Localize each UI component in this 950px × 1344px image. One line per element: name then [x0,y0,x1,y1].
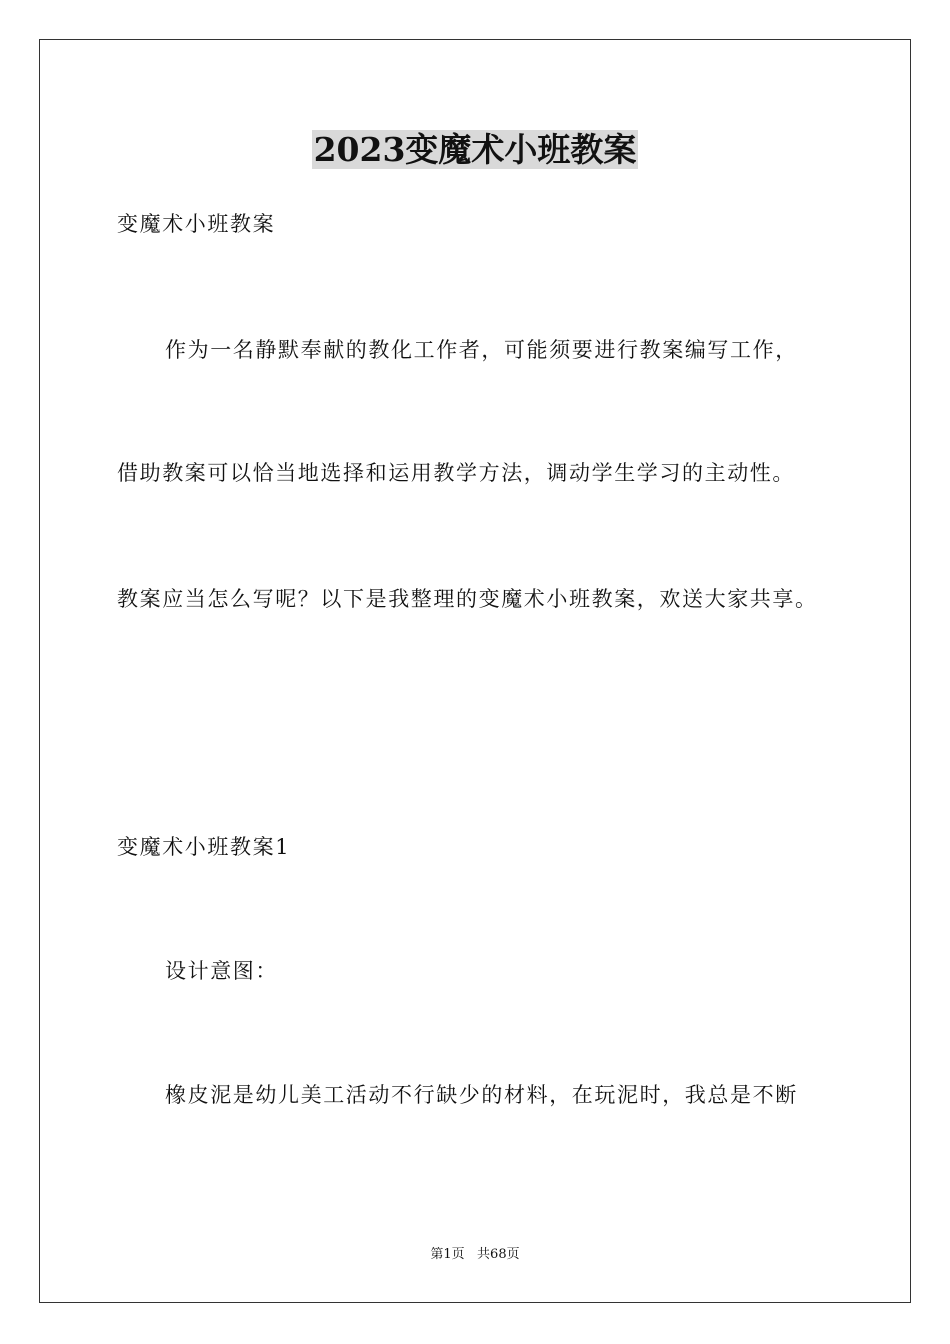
paragraph-line-3: 教案应当怎么写呢？以下是我整理的变魔术小班教案，欢送大家共享。 [117,587,818,611]
paragraph-line-2: 借助教案可以恰当地选择和运用教学方法，调动学生学习的主动性。 [117,461,795,485]
design-intent-label: 设计意图： [165,959,278,983]
document-subtitle: 变魔术小班教案 [117,212,276,236]
page-footer: 第1页 共68页 [430,1247,520,1262]
body-line: 橡皮泥是幼儿美工活动不行缺少的材料，在玩泥时，我总是不断 [165,1083,798,1107]
paragraph-line-1: 作为一名静默奉献的教化工作者，可能须要进行教案编写工作， [165,338,798,362]
document-title [0,128,950,172]
document-title-text: 2023变魔术小班教案 [313,130,637,169]
section-heading: 变魔术小班教案1 [117,835,291,859]
